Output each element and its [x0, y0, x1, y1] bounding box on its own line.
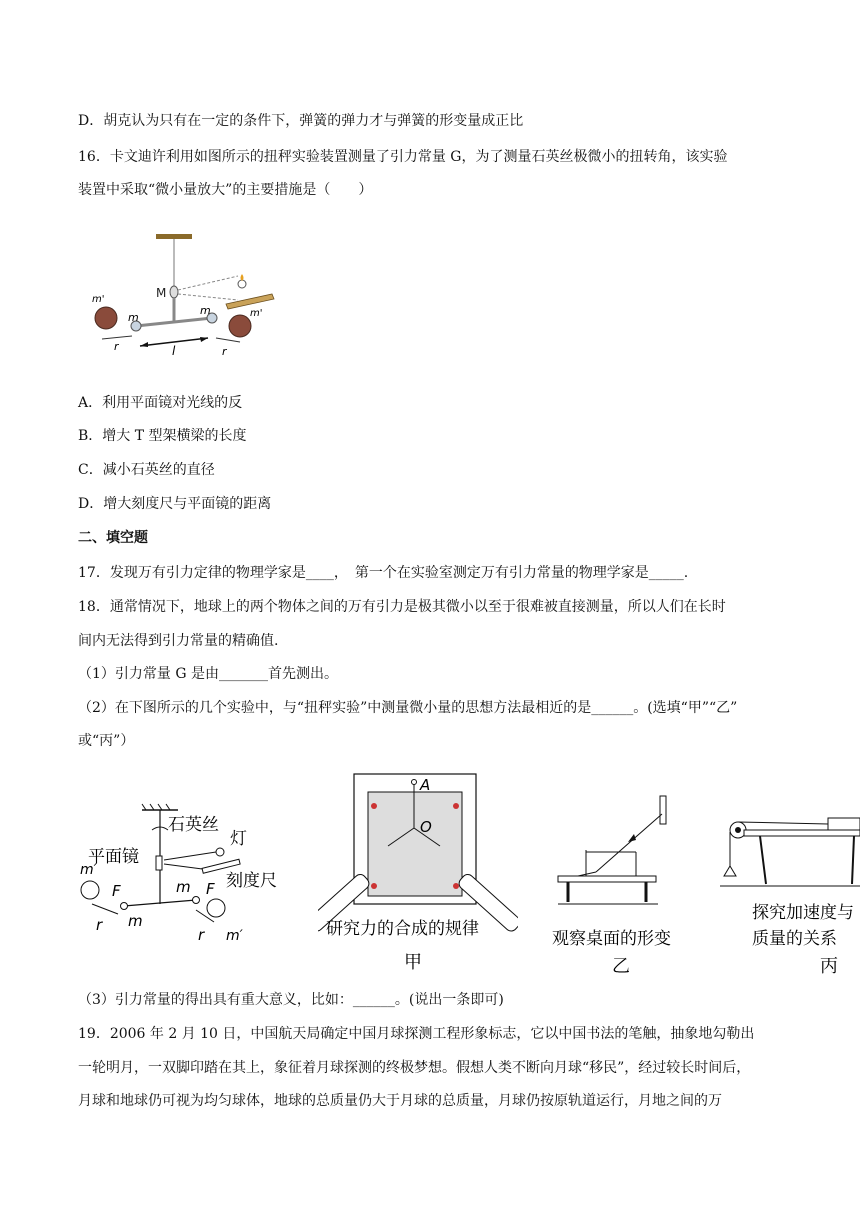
question-16-line2: 装置中采取“微小量放大”的主要措施是（ ） [78, 182, 373, 198]
question-19-line3: 月球和地球仍可视为均匀球体，地球的总质量仍大于月球的总质量，月球仍按原轨道运行，月地之间的万 [78, 1093, 722, 1109]
large-ball-right-icon [229, 315, 251, 337]
option-a: A．利用平面镜对光线的反 [78, 395, 243, 411]
label-F-right: F [206, 880, 215, 898]
label-M: M [156, 286, 167, 300]
mirror-icon [170, 286, 178, 298]
label-m-left: m [128, 311, 139, 324]
label-A: A [420, 776, 431, 794]
board-icon [368, 792, 462, 896]
label-mprime-left: m′ [80, 862, 97, 878]
question-18-part1: （1）引力常量 G 是由_______首先测出。 [78, 666, 338, 682]
label-m-left: m [128, 912, 143, 930]
lamp-icon [238, 280, 246, 288]
label-F-left: F [112, 882, 121, 900]
caption-table-deformation: 观察桌面的形变 [552, 929, 671, 949]
torsion-balance-figure [88, 226, 288, 361]
table-deformation-figure [546, 790, 706, 980]
question-18-part2-line2: 或“丙”） [78, 733, 135, 749]
question-19-line1: 19．2006 年 2 月 10 日，中国航天局确定中国月球探测工程形象标志，它以中国书法的笔触，抽象地勾勒出 [78, 1026, 755, 1042]
caption-acceleration-2: 质量的关系 [752, 929, 837, 949]
label-r-right: r [198, 926, 205, 944]
large-ball-left-icon [95, 307, 117, 329]
tag-jia: 甲 [404, 952, 422, 973]
mirror-icon [660, 796, 666, 824]
option-c: C．减小石英丝的直径 [78, 462, 215, 478]
question-16-line1: 16．卡文迪许利用如图所示的扭秤实验装置测量了引力常量 G，为了测量石英丝极微小的扭转角，该实验 [78, 149, 728, 165]
acceleration-mass-figure [720, 810, 860, 980]
label-r-left: r [96, 916, 103, 934]
torsion-schematic-figure [80, 800, 300, 950]
option-b: B．增大 T 型架横梁的长度 [78, 428, 247, 444]
label-r-left: r [114, 340, 119, 353]
label-scale: 刻度尺 [226, 871, 277, 891]
label-m-right: m [200, 304, 211, 317]
label-mprime-right: m′ [226, 928, 243, 944]
option-d: D．增大刻度尺与平面镜的距离 [78, 496, 272, 512]
label-plane-mirror: 平面镜 [88, 847, 139, 867]
label-l: l [172, 344, 176, 358]
tag-bing: 丙 [820, 956, 838, 977]
label-quartz-fiber: 石英丝 [168, 815, 219, 835]
lamp-icon [216, 848, 224, 856]
label-m-right: m [176, 878, 191, 896]
question-18-part2-line1: （2）在下图所示的几个实验中，与“扭秤实验”中测量微小量的思想方法最相近的是______。(选填“甲”“乙” [78, 700, 738, 716]
question-17: 17．发现万有引力定律的物理学家是____， 第一个在实验室测定万有引力常量的物理学家是_____. [78, 565, 689, 581]
cart-icon [828, 818, 860, 830]
label-mprime-left: m' [92, 294, 105, 305]
track-icon [744, 830, 860, 836]
question-18-line1: 18．通常情况下，地球上的两个物体之间的万有引力是极其微小以至于很难被直接测量，所以人们在长时 [78, 599, 726, 615]
scale-icon [226, 294, 274, 309]
label-mprime-right: m' [250, 308, 263, 319]
label-r-right: r [222, 345, 227, 358]
table-icon [558, 876, 656, 882]
caption-acceleration-1: 探究加速度与 [752, 903, 854, 923]
question-19-line2: 一轮明月，一双脚印踏在其上，象征着月球探测的终极梦想。假想人类不断向月球“移民”，经过较长时间后， [78, 1060, 751, 1076]
caption-force-composition: 研究力的合成的规律 [326, 919, 479, 939]
force-composition-figure [318, 770, 518, 978]
label-lamp: 灯 [230, 829, 247, 849]
question-18-part3: （3）引力常量的得出具有重大意义，比如：______。(说出一条即可) [78, 992, 504, 1008]
label-O: O [420, 818, 432, 836]
section-title-fill-in: 二、填空题 [78, 530, 148, 546]
question-18-line2: 间内无法得到引力常量的精确值. [78, 633, 279, 649]
option-d-previous: D．胡克认为只有在一定的条件下，弹簧的弹力才与弹簧的形变量成正比 [78, 113, 524, 129]
tag-yi: 乙 [612, 956, 630, 977]
